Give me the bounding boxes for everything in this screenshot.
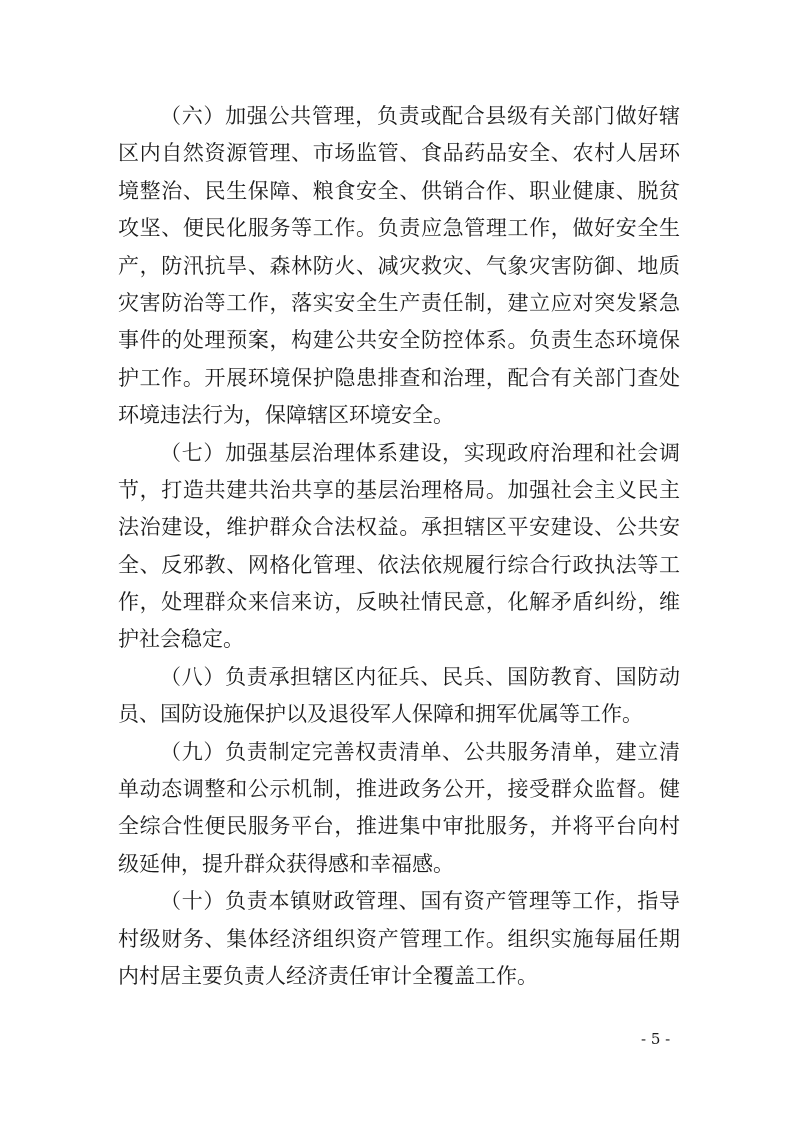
paragraph-seven bbox=[118, 435, 680, 659]
text-line: 法治建设，维护群众合法权益。承担辖区平安建设、公共安 bbox=[118, 515, 680, 540]
text-line: 作，处理群众来信来访，反映社情民意，化解矛盾纠纷，维 bbox=[118, 590, 680, 615]
text-line: 环境违法行为，保障辖区环境安全。 bbox=[118, 403, 454, 428]
text-line: 级延伸，提升群众获得感和幸福感。 bbox=[118, 851, 454, 876]
text-line: 事件的处理预案，构建公共安全防控体系。负责生态环境保 bbox=[118, 328, 680, 353]
text-line: 灾害防治等工作，落实安全生产责任制，建立应对突发紧急 bbox=[118, 290, 680, 315]
paragraph-six bbox=[118, 98, 680, 435]
text-line: （十）负责本镇财政管理、国有资产管理等工作，指导 bbox=[160, 889, 680, 914]
text-line: （六）加强公共管理，负责或配合县级有关部门做好辖 bbox=[160, 104, 680, 128]
text-line: （八）负责承担辖区内征兵、民兵、国防教育、国防动 bbox=[160, 664, 680, 689]
text-line: 区内自然资源管理、市场监管、食品药品安全、农村人居环 bbox=[118, 141, 680, 166]
text-line: 全、反邪教、网格化管理、依法依规履行综合行政执法等工 bbox=[118, 552, 680, 577]
paragraph-ten bbox=[118, 883, 680, 995]
text-line: 内村居主要负责人经济责任审计全覆盖工作。 bbox=[118, 963, 538, 988]
document-body bbox=[118, 98, 680, 995]
text-line: 境整治、民生保障、粮食安全、供销合作、职业健康、脱贫 bbox=[118, 178, 680, 203]
text-line: 护社会稳定。 bbox=[118, 627, 244, 652]
paragraph-eight bbox=[118, 659, 680, 734]
text-line: 护工作。开展环境保护隐患排查和治理，配合有关部门查处 bbox=[118, 365, 680, 390]
text-line: 单动态调整和公示机制，推进政务公开，接受群众监督。健 bbox=[118, 777, 680, 802]
text-line: 产，防汛抗旱、森林防火、减灾救灾、气象灾害防御、地质 bbox=[118, 253, 680, 278]
text-line: 节，打造共建共治共享的基层治理格局。加强社会主义民主 bbox=[118, 477, 680, 502]
page-number: - 5 - bbox=[641, 1030, 671, 1048]
text-line: 村级财务、集体经济组织资产管理工作。组织实施每届任期 bbox=[118, 926, 680, 951]
text-line: 全综合性便民服务平台，推进集中审批服务，并将平台向村 bbox=[118, 814, 680, 839]
paragraph-nine bbox=[118, 734, 680, 884]
text-line: （七）加强基层治理体系建设，实现政府治理和社会调 bbox=[160, 440, 680, 465]
text-line: （九）负责制定完善权责清单、公共服务清单，建立清 bbox=[160, 739, 680, 764]
text-line: 攻坚、便民化服务等工作。负责应急管理工作，做好安全生 bbox=[118, 216, 680, 241]
text-line: 员、国防设施保护以及退役军人保障和拥军优属等工作。 bbox=[118, 702, 643, 727]
